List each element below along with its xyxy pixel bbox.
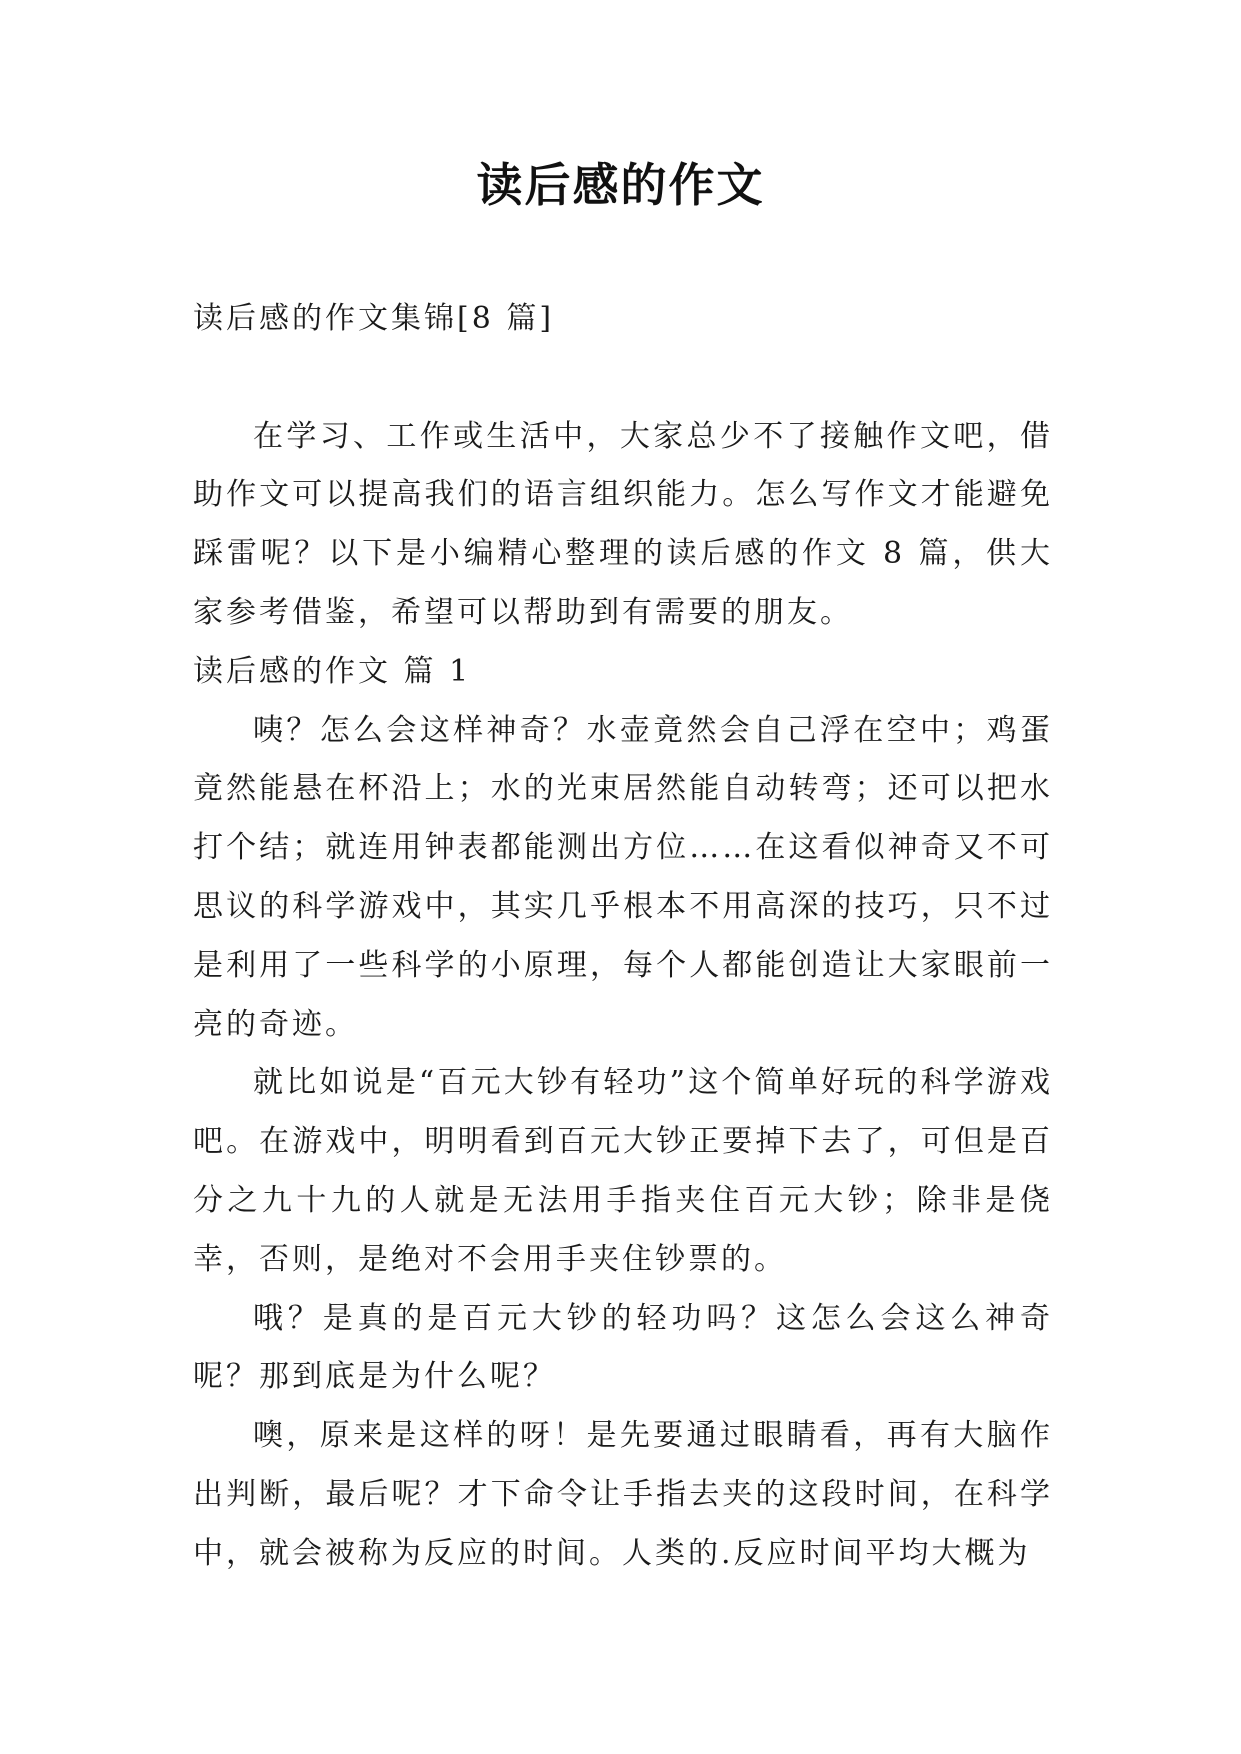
document-body (193, 290, 1053, 1584)
body-paragraph: 哦？是真的是百元大钞的轻功吗？这怎么会这么神奇呢？那到底是为什么呢？ (193, 1300, 1053, 1395)
body-paragraph: 噢，原来是这样的呀！是先要通过眼睛看，再有大脑作出判断，最后呢？才下命令让手指去夹的这段时间，在科学中，就会被称为反应的时间。人类的.反应时间平均大概为 (193, 1418, 1053, 1571)
document-title: 读后感的作文 (476, 158, 765, 212)
body-paragraph: 就比如说是“百元大钞有轻功”这个简单好玩的科学游戏吧。在游戏中，明明看到百元大钞正要掉下去了，可但是百分之九十九的人就是无法用手指夹住百元大钞；除非是侥幸，否则，是绝对不会用手夹住钞票的。 (193, 1065, 1053, 1277)
body-paragraph: 咦？怎么会这样神奇？水壶竟然会自己浮在空中；鸡蛋竟然能悬在杯沿上；水的光束居然能自动转弯；还可以把水打个结；就连用钟表都能测出方位……在这看似神奇又不可思议的科学游戏中，其实几乎根本不用高深的技巧，只不过是利用了一些科学的小原理，每个人都能创造让大家眼前一亮的奇迹。 (193, 712, 1053, 1042)
intro-paragraph: 在学习、工作或生活中，大家总少不了接触作文吧，借助作文可以提高我们的语言组织能力。怎么写作文才能避免踩雷呢？以下是小编精心整理的读后感的作文 8 篇，供大家参考借鉴，希望可以帮助到有需要的朋友。 (193, 418, 1053, 630)
document-subtitle: 读后感的作文集锦[8 篇] (193, 301, 555, 336)
section-heading: 读后感的作文 篇 1 (193, 653, 472, 689)
